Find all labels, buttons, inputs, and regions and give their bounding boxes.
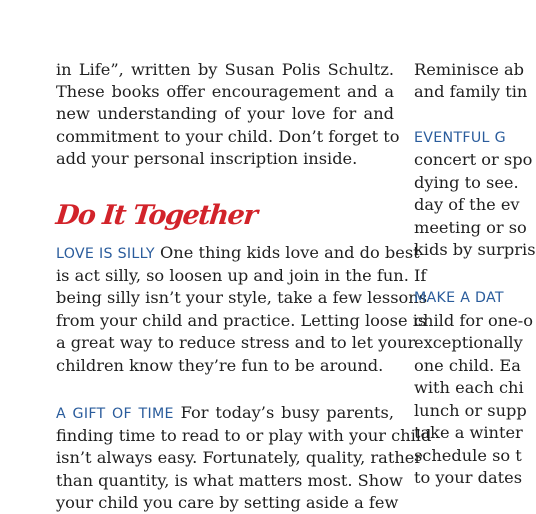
make-a-date-line-4: with each chi [414, 378, 524, 397]
love-is-silly-lead: LOVE IS SILLY [56, 246, 155, 262]
eventful-line-1: concert or spo [414, 150, 533, 169]
make-a-date-line-8: to your dates [414, 468, 523, 487]
make-a-date-line-5: lunch or supp [414, 401, 527, 420]
eventful-line-3: day of the ev [414, 195, 520, 214]
love-is-silly-line-4: from your child and practice. Letting loose is [56, 311, 427, 330]
make-a-date-line-2: exceptionally [414, 333, 523, 352]
intro-line-5: add your personal inscription inside. [56, 149, 358, 168]
right-line-1: Reminisce ab [414, 60, 525, 79]
right-column [414, 0, 536, 512]
gift-of-time-line-2: finding time to read to or play with your child [56, 426, 432, 445]
make-a-date-line-7: schedule so t [414, 446, 522, 465]
right-line-2: and family tin [414, 82, 528, 101]
left-column [54, 0, 432, 512]
intro-line-4: commitment to your child. Don’t forget to [56, 127, 400, 146]
gift-of-time-first-line [56, 402, 394, 424]
gift-of-time-line-4: than quantity, is what matters most. Show [56, 471, 403, 490]
intro-line-3: new understanding of your love for and [56, 104, 394, 123]
make-a-date-lead: MAKE A DAT [414, 290, 504, 306]
love-is-silly-line-6: children know they’re fun to be around. [56, 356, 384, 375]
eventful-line-4: meeting or so [414, 218, 527, 237]
gift-of-time-text: For today’s busy parents, [173, 403, 394, 422]
make-a-date-line-3: one child. Ea [414, 356, 521, 375]
eventful-lead: EVENTFUL G [414, 130, 506, 146]
love-is-silly-first-line [56, 242, 420, 264]
eventful-line-5: kids by surpris [414, 240, 536, 259]
section-heading: Do It Together [54, 200, 258, 231]
make-a-date-line-6: take a winter [414, 423, 523, 442]
gift-of-time-line-3: isn’t always easy. Fortunately, quality, rather [56, 448, 423, 467]
love-is-silly-line-3: being silly isn’t your style, take a few lessons [56, 288, 428, 307]
make-a-date-line-1: child for one-o [414, 311, 533, 330]
eventful-line-2: dying to see. [414, 173, 519, 192]
love-is-silly-text: One thing kids love and do best [154, 243, 420, 262]
love-is-silly-line-2: is act silly, so loosen up and join in the fun. If [56, 266, 427, 285]
intro-line-1: in Life”, written by Susan Polis Schultz. [56, 60, 394, 79]
gift-of-time-lead: A GIFT OF TIME [56, 406, 174, 422]
intro-line-2: These books offer encouragement and a [56, 82, 394, 101]
love-is-silly-line-5: a great way to reduce stress and to let your [56, 333, 416, 352]
gift-of-time-line-5: your child you care by setting aside a few [56, 493, 399, 512]
